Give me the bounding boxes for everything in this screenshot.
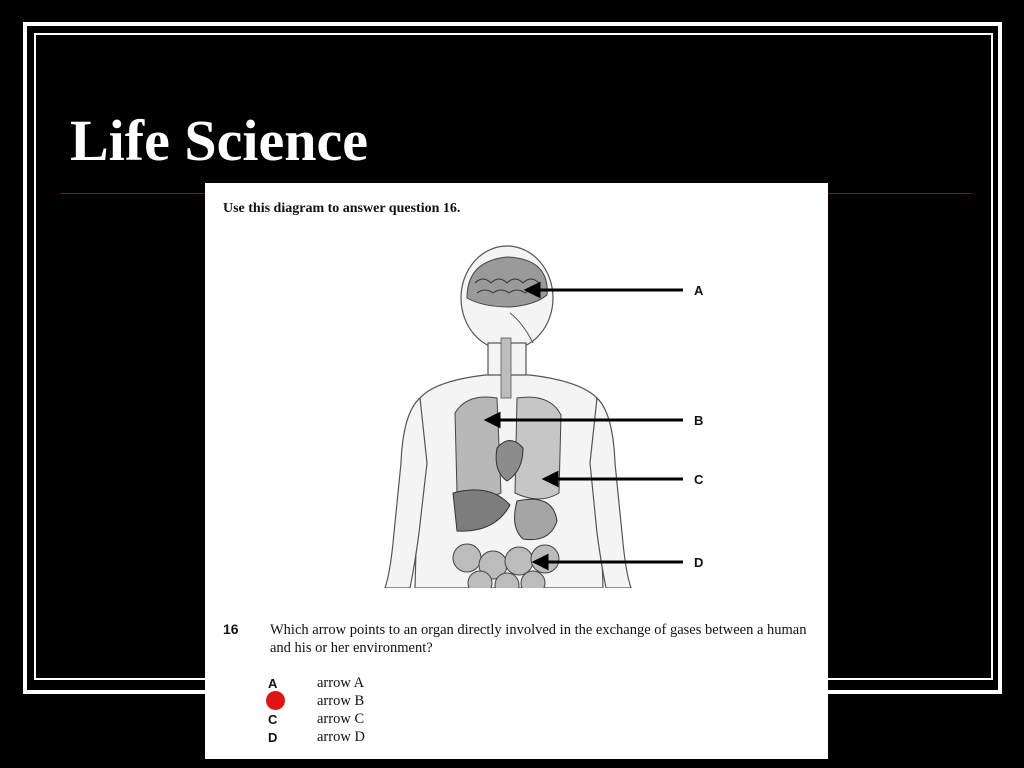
question-number: 16	[223, 621, 239, 637]
option-text-c[interactable]: arrow C	[317, 711, 365, 727]
human-anatomy-diagram	[205, 243, 828, 588]
selected-answer-mark	[266, 691, 285, 710]
arrow-label-d: D	[694, 555, 704, 570]
option-letter-c[interactable]: C	[268, 712, 278, 727]
slide-title: Life Science	[70, 108, 368, 173]
option-text-a[interactable]: arrow A	[317, 675, 365, 691]
arrow-label-b: B	[694, 413, 704, 428]
option-letter-d[interactable]: D	[268, 730, 278, 745]
arrow-label-c: C	[694, 472, 704, 487]
option-text-b[interactable]: arrow B	[317, 693, 365, 709]
option-letter-a[interactable]: A	[268, 676, 278, 691]
arrow-label-a: A	[694, 283, 704, 298]
question-card	[205, 183, 828, 759]
option-text-d[interactable]: arrow D	[317, 729, 365, 745]
diagram-instruction: Use this diagram to answer question 16.	[223, 201, 461, 216]
question-text: Which arrow points to an organ directly involved in the exchange of gases between a human and his or her environment?	[270, 622, 807, 656]
